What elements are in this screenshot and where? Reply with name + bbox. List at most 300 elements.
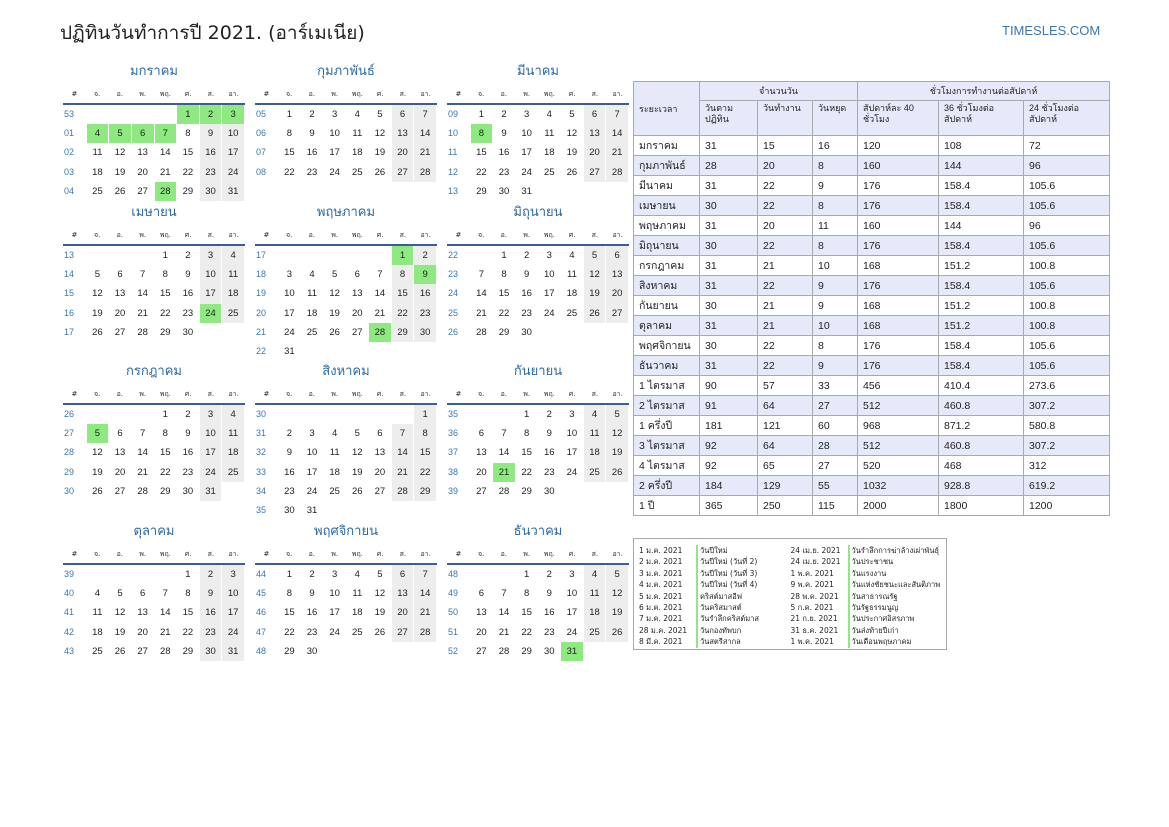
day-cell: 17 — [329, 607, 340, 619]
weekday-header — [447, 547, 629, 565]
empty-cell — [155, 565, 177, 584]
holiday-row — [639, 556, 942, 567]
value-cell: 307.2 — [1024, 436, 1110, 456]
week-number: 53 — [64, 109, 75, 119]
day-cell: 19 — [566, 147, 578, 159]
weekday-label: อ. — [500, 90, 508, 98]
hours-row — [634, 136, 1110, 156]
period-cell: มิถุนายน — [634, 236, 700, 256]
weekday-label: ส. — [207, 390, 215, 398]
day-cell: 19 — [374, 147, 386, 159]
week-row — [63, 265, 245, 284]
day-cell: 1 — [478, 109, 485, 120]
empty-cell — [369, 246, 391, 265]
day-cell: 28 — [606, 163, 628, 182]
day-cell: 6 — [354, 269, 360, 281]
holiday-date: 31 ธ.ค. 2021 — [790, 625, 839, 635]
value-cell: 105.6 — [1024, 336, 1110, 356]
value-cell: 9 — [813, 356, 858, 376]
day-cell: 10 — [566, 588, 578, 600]
empty-cell — [606, 323, 628, 342]
value-cell: 168 — [858, 256, 939, 276]
week-number: 52 — [448, 645, 459, 656]
day-cell: 11 — [222, 424, 244, 443]
week-number: 08 — [256, 166, 267, 177]
weekday-label: อา. — [612, 550, 623, 558]
value-cell: 57 — [758, 376, 813, 396]
day-cell: 24 — [200, 304, 222, 323]
value-cell: 27 — [813, 456, 858, 476]
value-cell: 92 — [700, 456, 758, 476]
day-cell: 15 — [182, 607, 194, 619]
site-link[interactable]: TIMESLES.COM — [1002, 23, 1101, 38]
day-cell: 9 — [286, 447, 293, 459]
empty-cell — [324, 246, 346, 265]
day-cell: 9 — [200, 124, 222, 143]
day-cell: 13 — [374, 447, 386, 459]
holiday-date: 24 เม.ย. 2021 — [790, 546, 841, 555]
day-cell: 20 — [114, 466, 126, 478]
day-cell: 25 — [352, 166, 363, 178]
weekday-label: # — [263, 390, 270, 398]
day-cell: 1 — [286, 109, 293, 120]
week-row — [255, 323, 437, 342]
weekday-label: จ. — [477, 90, 485, 98]
empty-cell — [584, 482, 606, 501]
day-cell: 12 — [606, 584, 628, 603]
value-cell: 22 — [758, 196, 813, 216]
day-cell: 17 — [521, 147, 532, 159]
day-cell: 1 — [162, 250, 168, 261]
day-cell: 27 — [476, 485, 487, 497]
holiday-date: 1 พ.ค. 2021 — [790, 568, 834, 578]
day-cell: 16 — [544, 447, 555, 459]
value-cell: 105.6 — [1024, 196, 1110, 216]
day-cell: 16 — [182, 447, 194, 459]
day-cell: 17 — [566, 447, 578, 459]
value-cell: 10 — [813, 316, 858, 336]
holiday-date: 28 ม.ค. 2021 — [639, 625, 688, 635]
value-cell: 151.2 — [939, 296, 1024, 316]
weekday-label: ส. — [207, 550, 215, 558]
holiday-row — [639, 579, 942, 590]
weekday-label: อ. — [308, 231, 316, 239]
value-cell: 11 — [813, 216, 858, 236]
month-title: กรกฎาคม — [125, 364, 183, 379]
day-cell: 11 — [92, 147, 103, 159]
empty-cell — [414, 501, 436, 520]
week-row — [447, 105, 629, 124]
day-cell: 21 — [606, 143, 628, 162]
week-number: 17 — [256, 250, 267, 260]
week-number: 24 — [448, 288, 459, 299]
day-cell: 26 — [566, 166, 578, 178]
value-cell: 365 — [700, 496, 758, 516]
week-row — [447, 284, 629, 303]
value-cell: 105.6 — [1024, 276, 1110, 296]
week-row — [63, 323, 245, 342]
day-cell: 26 — [114, 645, 126, 657]
holiday-name: วันสาธารณรัฐ — [848, 591, 898, 602]
day-cell: 2 — [200, 105, 222, 124]
day-cell: 4 — [354, 109, 360, 120]
week-row — [63, 463, 245, 482]
day-cell: 20 — [374, 466, 386, 478]
day-cell: 3 — [222, 565, 244, 584]
weekday-header — [447, 87, 629, 105]
weekday-label: พฤ. — [351, 550, 363, 558]
hours-row — [634, 456, 1110, 476]
week-row — [63, 424, 245, 443]
week-row — [63, 603, 245, 622]
value-cell: 105.6 — [1024, 176, 1110, 196]
day-cell: 8 — [185, 588, 191, 600]
col-days-off: วันหยุด — [813, 101, 858, 136]
week-number: 13 — [64, 250, 75, 260]
week-number: 09 — [448, 109, 459, 119]
period-cell: 4 ไตรมาส — [634, 456, 700, 476]
week-row — [447, 463, 629, 482]
value-cell: 307.2 — [1024, 396, 1110, 416]
day-cell: 28 — [155, 182, 177, 201]
weekday-label: ศ. — [184, 90, 192, 98]
value-cell: 2000 — [858, 496, 939, 516]
value-cell: 176 — [858, 236, 939, 256]
day-cell: 27 — [114, 485, 126, 497]
empty-cell — [606, 182, 628, 201]
week-row — [255, 265, 437, 284]
value-cell: 460.8 — [939, 436, 1024, 456]
day-cell: 12 — [92, 447, 103, 459]
day-cell: 7 — [140, 269, 146, 281]
day-cell: 5 — [87, 424, 109, 443]
day-cell: 17 — [544, 288, 555, 300]
day-cell: 2 — [414, 246, 436, 265]
day-cell: 25 — [584, 623, 606, 642]
value-cell: 1800 — [939, 496, 1024, 516]
value-cell: 273.6 — [1024, 376, 1110, 396]
period-cell: ตุลาคม — [634, 316, 700, 336]
week-number: 51 — [448, 626, 459, 637]
day-cell: 25 — [92, 645, 103, 657]
value-cell: 20 — [758, 156, 813, 176]
day-cell: 8 — [162, 428, 168, 440]
week-row — [447, 584, 629, 603]
day-cell: 9 — [524, 269, 530, 281]
day-cell: 24 — [329, 166, 340, 178]
value-cell: 92 — [700, 436, 758, 456]
period-cell: มกราคม — [634, 136, 700, 156]
week-row — [63, 642, 245, 661]
week-number: 03 — [64, 166, 75, 177]
day-cell: 20 — [392, 143, 414, 162]
weekday-label: พฤ. — [543, 550, 555, 558]
day-cell: 27 — [392, 623, 414, 642]
week-number: 07 — [256, 147, 267, 158]
day-cell: 18 — [92, 626, 103, 638]
week-number: 14 — [64, 269, 75, 280]
week-number: 29 — [64, 466, 75, 477]
day-cell: 20 — [137, 626, 148, 638]
day-cell: 3 — [200, 246, 222, 265]
week-number: 11 — [448, 147, 458, 158]
day-cell: 24 — [306, 485, 318, 497]
day-cell: 2 — [501, 109, 507, 120]
day-cell: 11 — [329, 447, 340, 459]
day-cell: 4 — [584, 405, 606, 424]
day-cell: 31 — [561, 642, 583, 661]
holiday-entry — [639, 556, 791, 567]
holiday-name: วันประชาชน — [848, 556, 894, 567]
day-cell: 6 — [392, 105, 414, 124]
day-cell: 30 — [200, 182, 222, 201]
weekday-label: อ. — [116, 231, 124, 239]
week-number: 50 — [448, 607, 459, 618]
value-cell: 31 — [700, 316, 758, 336]
day-cell: 25 — [566, 307, 578, 319]
day-cell: 10 — [544, 269, 555, 281]
hours-row — [634, 156, 1110, 176]
empty-cell — [369, 642, 391, 661]
week-row — [447, 304, 629, 323]
holiday-name: วันกองทัพบก — [696, 625, 741, 636]
day-cell: 28 — [476, 326, 487, 338]
day-cell: 22 — [521, 466, 532, 478]
value-cell: 468 — [939, 456, 1024, 476]
weekday-label: อา. — [228, 90, 239, 98]
hours-row — [634, 396, 1110, 416]
day-cell: 22 — [414, 463, 436, 482]
holiday-entry — [639, 545, 791, 556]
week-number: 42 — [64, 626, 75, 637]
week-row — [255, 246, 437, 265]
empty-cell — [414, 342, 436, 361]
day-cell: 23 — [200, 163, 222, 182]
weekday-label: อ. — [116, 390, 124, 398]
week-number: 18 — [256, 269, 267, 280]
day-cell: 1 — [524, 569, 530, 580]
value-cell: 21 — [758, 296, 813, 316]
day-cell: 10 — [222, 584, 244, 603]
day-cell: 5 — [377, 569, 383, 580]
day-cell: 30 — [182, 326, 194, 338]
day-cell: 1 — [392, 246, 414, 265]
weekday-label: ศ. — [376, 231, 384, 239]
days-group-header: จำนวนวัน — [700, 82, 858, 101]
week-row — [255, 443, 437, 462]
day-cell: 22 — [160, 466, 171, 478]
weekday-label: # — [263, 231, 270, 239]
day-cell: 29 — [414, 482, 436, 501]
holiday-name: วันปีใหม่ (วันที่ 4) — [696, 579, 757, 590]
day-cell: 4 — [309, 269, 315, 281]
value-cell: 28 — [813, 436, 858, 456]
hours-row — [634, 416, 1110, 436]
week-row — [63, 443, 245, 462]
weekday-label: อา. — [420, 90, 431, 98]
empty-cell — [347, 642, 369, 661]
value-cell: 64 — [758, 396, 813, 416]
weekday-label: พ. — [331, 550, 339, 558]
day-cell: 8 — [162, 269, 168, 281]
week-number: 20 — [256, 307, 267, 318]
value-cell: 100.8 — [1024, 256, 1110, 276]
weekday-label: ศ. — [568, 231, 576, 239]
day-cell: 11 — [222, 265, 244, 284]
week-row — [255, 642, 437, 661]
day-cell: 22 — [284, 166, 295, 178]
day-cell: 2 — [546, 409, 552, 420]
holiday-name: คริสต์มาสอีฟ — [696, 591, 742, 602]
holiday-entry — [639, 591, 791, 602]
day-cell: 25 — [584, 463, 606, 482]
week-row — [63, 405, 245, 424]
day-cell: 18 — [222, 284, 244, 303]
holiday-date: 24 เม.ย. 2021 — [790, 557, 841, 567]
holiday-entry — [791, 602, 943, 613]
day-cell: 18 — [92, 166, 103, 178]
weekday-label: อา. — [228, 390, 239, 398]
weekday-label: ศ. — [184, 231, 192, 239]
empty-cell — [87, 246, 109, 265]
week-number: 26 — [448, 326, 459, 337]
empty-cell — [369, 405, 391, 424]
empty-cell — [347, 501, 369, 520]
day-cell: 16 — [498, 147, 510, 159]
value-cell: 312 — [1024, 456, 1110, 476]
weekday-label: ส. — [207, 90, 215, 98]
value-cell: 31 — [700, 256, 758, 276]
day-cell: 31 — [306, 504, 318, 516]
week-row — [447, 246, 629, 265]
month-calendar — [447, 520, 629, 661]
holiday-date: 3 ม.ค. 2021 — [639, 568, 683, 578]
weekday-label: พ. — [523, 390, 531, 398]
empty-cell — [109, 565, 131, 584]
weekday-label: พ. — [139, 550, 147, 558]
week-number: 49 — [448, 588, 459, 599]
empty-cell — [132, 565, 154, 584]
empty-cell — [369, 342, 391, 361]
day-cell: 24 — [521, 166, 532, 178]
day-cell: 9 — [309, 128, 315, 140]
week-row — [255, 565, 437, 584]
day-cell: 19 — [374, 607, 386, 619]
day-cell: 27 — [114, 326, 126, 338]
hours-row — [634, 216, 1110, 236]
day-cell: 11 — [92, 607, 103, 619]
holiday-name: วันสตรีสากล — [696, 636, 741, 647]
day-cell: 30 — [200, 642, 222, 661]
week-row — [255, 424, 437, 443]
holiday-name: วันรัฐธรรมนูญ — [848, 602, 899, 613]
day-cell: 29 — [392, 323, 414, 342]
empty-cell — [155, 105, 177, 124]
value-cell: 10 — [813, 256, 858, 276]
day-cell: 5 — [606, 405, 628, 424]
month-title: มกราคม — [130, 64, 178, 79]
value-cell: 250 — [758, 496, 813, 516]
empty-cell — [471, 405, 493, 424]
day-cell: 25 — [222, 463, 244, 482]
holiday-name: วันปีใหม่ (วันที่ 2) — [696, 556, 757, 567]
holiday-row — [639, 568, 942, 579]
day-cell: 7 — [414, 565, 436, 584]
week-number: 21 — [256, 326, 267, 337]
value-cell: 9 — [813, 296, 858, 316]
day-cell: 15 — [284, 607, 295, 619]
day-cell: 2 — [185, 250, 191, 261]
weekday-header — [255, 228, 437, 246]
week-number: 48 — [448, 569, 459, 579]
day-cell: 15 — [498, 288, 510, 300]
weekday-label: พฤ. — [159, 90, 171, 98]
weekday-label: จ. — [93, 90, 101, 98]
empty-cell — [493, 565, 515, 584]
weekday-label: ศ. — [184, 390, 192, 398]
value-cell: 176 — [858, 196, 939, 216]
day-cell: 13 — [392, 584, 414, 603]
week-row — [447, 642, 629, 661]
weekday-label: จ. — [477, 390, 485, 398]
week-number: 30 — [256, 409, 267, 419]
weekday-label: จ. — [477, 231, 485, 239]
week-row — [447, 482, 629, 501]
day-cell: 12 — [606, 424, 628, 443]
day-cell: 14 — [414, 584, 436, 603]
day-cell: 29 — [182, 185, 194, 197]
week-number: 16 — [64, 307, 75, 318]
day-cell: 3 — [524, 109, 530, 120]
month-title: กุมภาพันธ์ — [317, 64, 375, 79]
empty-cell — [539, 323, 561, 342]
week-number: 36 — [448, 428, 459, 439]
holiday-name: วันแห่งชัยชนะและสันติภาพ — [848, 579, 941, 590]
day-cell: 3 — [546, 250, 552, 261]
value-cell: 90 — [700, 376, 758, 396]
value-cell: 8 — [813, 236, 858, 256]
weekday-label: พ. — [139, 231, 147, 239]
empty-cell — [301, 246, 323, 265]
day-cell: 10 — [306, 447, 318, 459]
day-cell: 7 — [501, 588, 507, 600]
holiday-entry — [791, 556, 943, 567]
period-cell: เมษายน — [634, 196, 700, 216]
month-title: พฤษภาคม — [316, 205, 376, 220]
value-cell: 928.8 — [939, 476, 1024, 496]
day-cell: 21 — [374, 307, 386, 319]
empty-cell — [222, 482, 244, 501]
weekday-label: อา. — [228, 550, 239, 558]
day-cell: 15 — [182, 147, 194, 159]
col-24h: 24 ชั่วโมงต่อสัปดาห์ — [1024, 101, 1110, 136]
day-cell: 14 — [374, 288, 386, 300]
day-cell: 8 — [286, 588, 293, 600]
empty-cell — [324, 405, 346, 424]
day-cell: 24 — [329, 626, 340, 638]
value-cell: 158.4 — [939, 336, 1024, 356]
value-cell: 168 — [858, 316, 939, 336]
day-cell: 21 — [160, 626, 171, 638]
month-title: มิถุนายน — [513, 205, 563, 220]
day-cell: 5 — [569, 109, 575, 120]
weekday-label: ศ. — [568, 550, 576, 558]
weekday-label: อา. — [612, 390, 623, 398]
period-cell: 2 ครึ่งปี — [634, 476, 700, 496]
day-cell: 22 — [160, 307, 171, 319]
day-cell: 1 — [177, 105, 199, 124]
day-cell: 7 — [501, 428, 507, 440]
